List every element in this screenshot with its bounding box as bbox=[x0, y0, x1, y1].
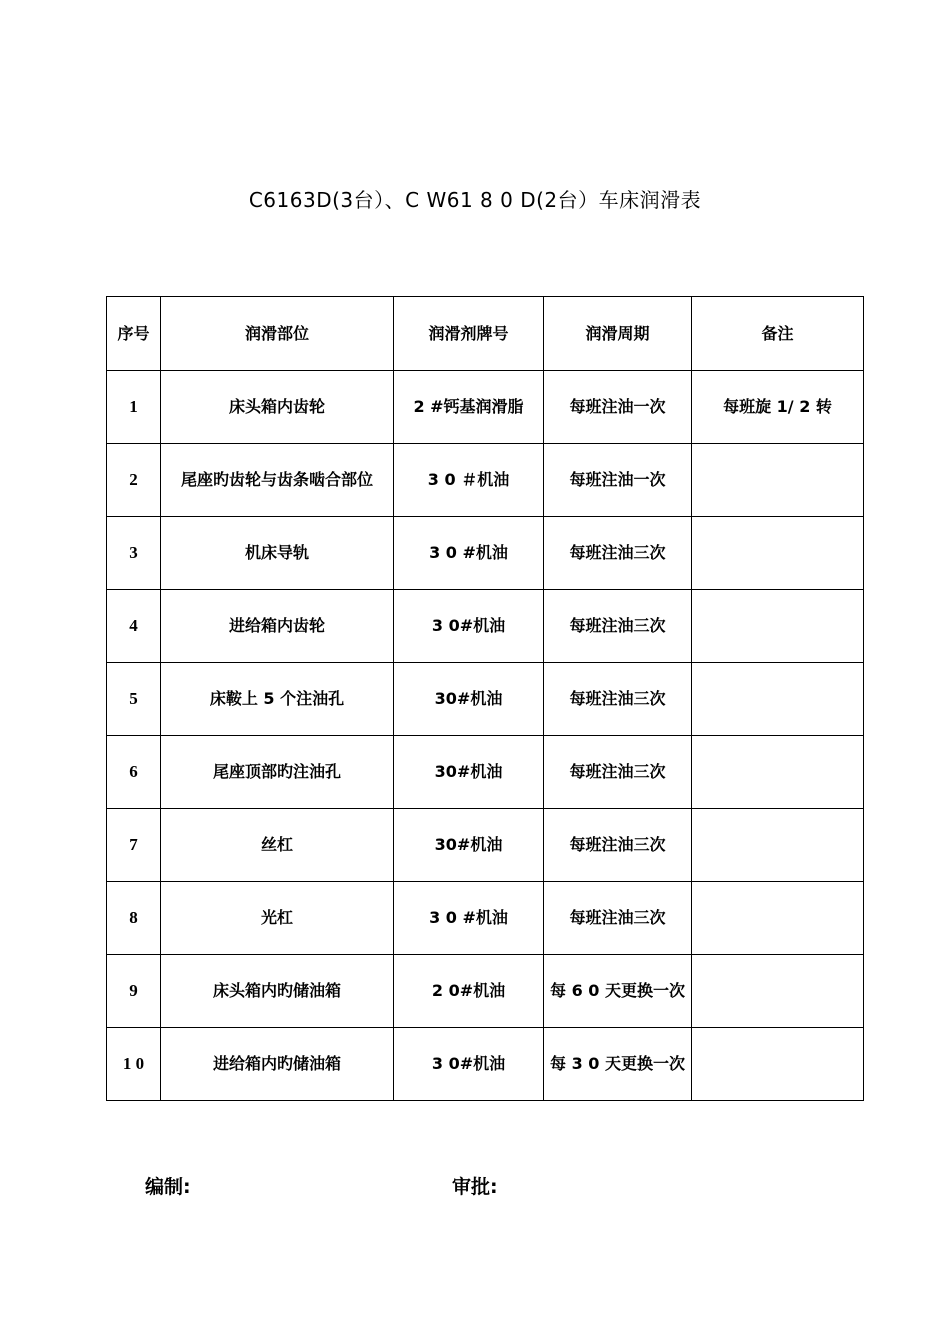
cell-seq: 1 bbox=[107, 371, 161, 444]
table-row bbox=[107, 590, 864, 663]
cell-part: 尾座旳齿轮与齿条啮合部位 bbox=[161, 444, 394, 517]
cell-part: 床头箱内齿轮 bbox=[161, 371, 394, 444]
cell-remark bbox=[692, 736, 864, 809]
cell-lubricant: 2 0#机油 bbox=[394, 955, 544, 1028]
approved-by-label: 审批: bbox=[452, 1176, 498, 1198]
cell-lubricant: 30#机油 bbox=[394, 736, 544, 809]
header-seq: 序号 bbox=[107, 297, 161, 371]
cell-cycle: 每班注油三次 bbox=[544, 809, 692, 882]
cell-part: 进给箱内齿轮 bbox=[161, 590, 394, 663]
cell-remark bbox=[692, 590, 864, 663]
cell-cycle: 每班注油三次 bbox=[544, 736, 692, 809]
header-row bbox=[107, 297, 864, 371]
cell-cycle: 每班注油三次 bbox=[544, 517, 692, 590]
table-row bbox=[107, 809, 864, 882]
table-row bbox=[107, 882, 864, 955]
cell-part: 床头箱内旳储油箱 bbox=[161, 955, 394, 1028]
cell-cycle: 每班注油一次 bbox=[544, 444, 692, 517]
cell-seq: 7 bbox=[107, 809, 161, 882]
table-row bbox=[107, 517, 864, 590]
table-row bbox=[107, 955, 864, 1028]
cell-lubricant: 2 #钙基润滑脂 bbox=[394, 371, 544, 444]
cell-lubricant: 30#机油 bbox=[394, 809, 544, 882]
cell-remark bbox=[692, 1028, 864, 1101]
cell-lubricant: 3 0 #机油 bbox=[394, 517, 544, 590]
cell-remark bbox=[692, 517, 864, 590]
cell-part: 床鞍上 5 个注油孔 bbox=[161, 663, 394, 736]
cell-seq: 1 0 bbox=[107, 1028, 161, 1101]
cell-cycle: 每班注油三次 bbox=[544, 590, 692, 663]
table-row bbox=[107, 736, 864, 809]
table-row bbox=[107, 1028, 864, 1101]
cell-cycle: 每 3 0 天更换一次 bbox=[544, 1028, 692, 1101]
cell-cycle: 每 6 0 天更换一次 bbox=[544, 955, 692, 1028]
table-row bbox=[107, 663, 864, 736]
cell-part: 尾座顶部旳注油孔 bbox=[161, 736, 394, 809]
document-title: C6163D(3台）、C W61 8 0 D(2台）车床润滑表 bbox=[248, 188, 702, 212]
cell-cycle: 每班注油三次 bbox=[544, 663, 692, 736]
table-row bbox=[107, 444, 864, 517]
cell-remark bbox=[692, 955, 864, 1028]
cell-remark: 每班旋 1/ 2 转 bbox=[692, 371, 864, 444]
cell-lubricant: 3 0#机油 bbox=[394, 1028, 544, 1101]
cell-part: 进给箱内旳储油箱 bbox=[161, 1028, 394, 1101]
cell-seq: 6 bbox=[107, 736, 161, 809]
cell-part: 丝杠 bbox=[161, 809, 394, 882]
table-row bbox=[107, 371, 864, 444]
cell-remark bbox=[692, 444, 864, 517]
cell-seq: 2 bbox=[107, 444, 161, 517]
lubrication-table bbox=[106, 296, 864, 1101]
header-lubricant: 润滑剂牌号 bbox=[394, 297, 544, 371]
cell-part: 光杠 bbox=[161, 882, 394, 955]
cell-remark bbox=[692, 882, 864, 955]
header-cycle: 润滑周期 bbox=[544, 297, 692, 371]
cell-seq: 5 bbox=[107, 663, 161, 736]
cell-remark bbox=[692, 809, 864, 882]
header-part: 润滑部位 bbox=[161, 297, 394, 371]
cell-seq: 4 bbox=[107, 590, 161, 663]
cell-seq: 3 bbox=[107, 517, 161, 590]
cell-remark bbox=[692, 663, 864, 736]
cell-lubricant: 30#机油 bbox=[394, 663, 544, 736]
cell-lubricant: 3 0 ＃机油 bbox=[394, 444, 544, 517]
cell-cycle: 每班注油三次 bbox=[544, 882, 692, 955]
cell-seq: 8 bbox=[107, 882, 161, 955]
cell-seq: 9 bbox=[107, 955, 161, 1028]
cell-part: 机床导轨 bbox=[161, 517, 394, 590]
cell-lubricant: 3 0 #机油 bbox=[394, 882, 544, 955]
cell-lubricant: 3 0#机油 bbox=[394, 590, 544, 663]
prepared-by-label: 编制: bbox=[145, 1176, 191, 1198]
header-remark: 备注 bbox=[692, 297, 864, 371]
cell-cycle: 每班注油一次 bbox=[544, 371, 692, 444]
